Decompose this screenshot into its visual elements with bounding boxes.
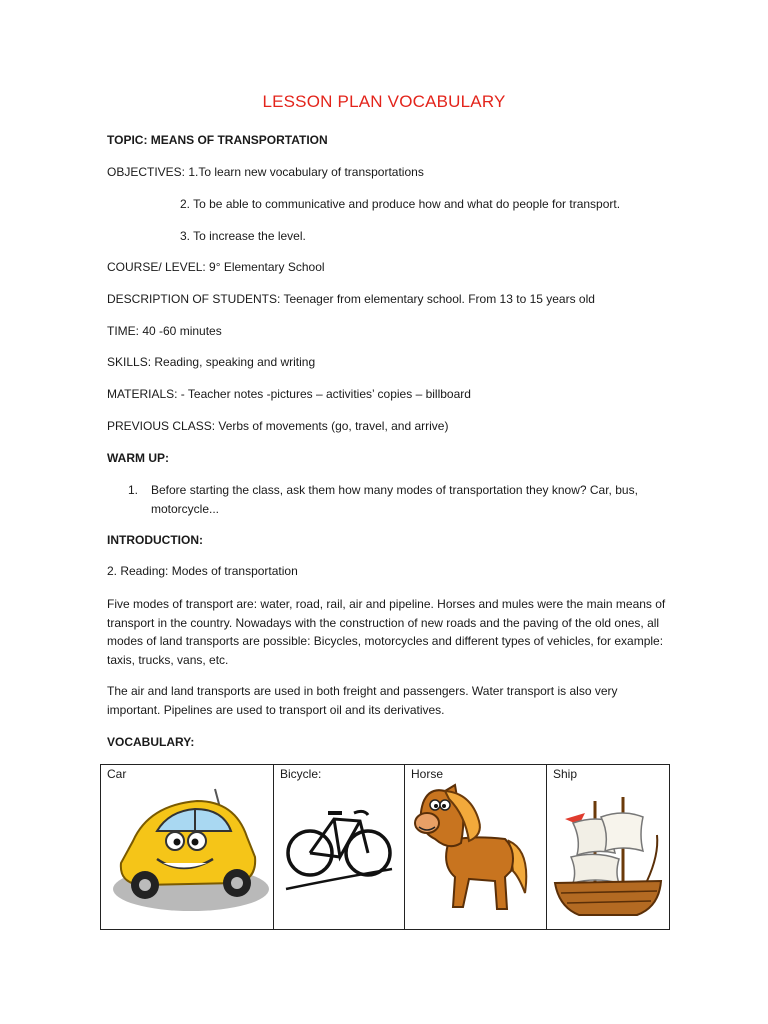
vocab-label-bicycle: Bicycle: (280, 767, 322, 781)
reading-paragraph-2: The air and land transports are used in both freight and passengers. Water transport is also very important. Pipelines are used to transport oil and its derivatives. (107, 684, 618, 717)
introduction-heading: INTRODUCTION: (107, 533, 203, 547)
vocab-cell-horse (405, 765, 547, 930)
warm-up-item (128, 482, 638, 498)
reading-line: 2. Reading: Modes of transportation (107, 564, 298, 578)
materials-line: MATERIALS: - Teacher notes -pictures – activities’ copies – billboard (107, 387, 471, 401)
car-icon (105, 779, 269, 919)
bicycle-icon (284, 799, 396, 903)
vocab-label-horse: Horse (411, 767, 444, 781)
vocabulary-heading: VOCABULARY: (107, 735, 195, 749)
objective-item-2: 2. To be able to communicative and produce how and what do people for transport. (180, 197, 621, 211)
objective-item-3: 3. To increase the level. (180, 229, 306, 243)
vocabulary-table (100, 764, 670, 930)
description-line: DESCRIPTION OF STUDENTS: Teenager from elementary school. From 13 to 15 years old (107, 292, 595, 306)
reading-paragraph-1: Five modes of transport are: water, road, rail, air and pipeline. Horses and mules were the main means of transport in the country. Nowadays with the construction of new roads and the paving of the old ones, all modes of land transports are possible: Bicycles, motorcycles and different types of vehicles, for example: taxis, trucks, vans, etc. (107, 597, 666, 667)
ship-icon (551, 795, 665, 925)
vocab-label-car: Car (107, 767, 127, 781)
warm-up-item-text-line1: Before starting the class, ask them how many modes of transportation they know? Car, bus, (151, 483, 638, 497)
page-title: LESSON PLAN VOCABULARY (262, 92, 506, 111)
vocab-cell-car (101, 765, 274, 930)
vocab-label-ship: Ship (553, 767, 578, 781)
vocabulary-row (101, 765, 670, 930)
warm-up-item-number: 1. (128, 483, 139, 497)
vocab-cell-ship (547, 765, 670, 930)
course-level-line: COURSE/ LEVEL: 9° Elementary School (107, 260, 325, 274)
skills-line: SKILLS: Reading, speaking and writing (107, 355, 316, 369)
time-line: TIME: 40 -60 minutes (107, 324, 222, 338)
warm-up-item-text-line2: motorcycle... (151, 502, 220, 516)
warm-up-heading: WARM UP: (107, 451, 169, 465)
vocab-cell-bicycle (274, 765, 405, 930)
objectives-line: OBJECTIVES: 1.To learn new vocabulary of transportations (107, 165, 424, 179)
previous-class-line: PREVIOUS CLASS: Verbs of movements (go, travel, and arrive) (107, 419, 449, 433)
topic-line: TOPIC: MEANS OF TRANSPORTATION (107, 133, 328, 147)
horse-icon (409, 781, 541, 921)
